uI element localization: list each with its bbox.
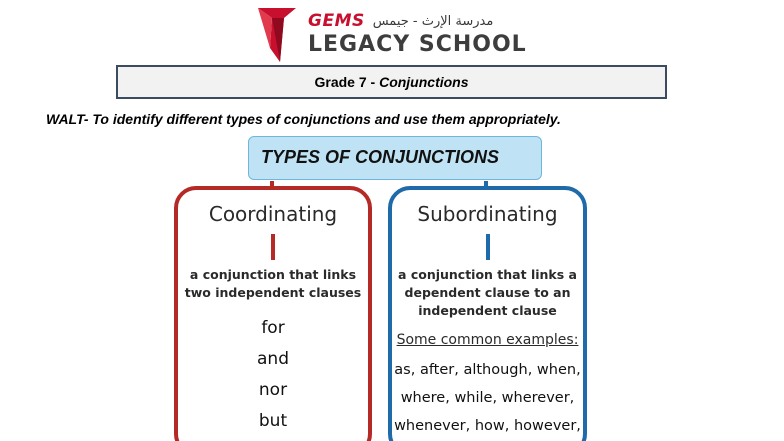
- subordinating-definition: a conjunction that links a dependent clause to an independent clause: [398, 267, 577, 318]
- types-header-box: [248, 136, 542, 180]
- coordinating-card: [174, 186, 372, 441]
- examples-line: as, after, although, when,: [394, 362, 581, 378]
- brand-gems: GEMS: [308, 11, 365, 31]
- coordinating-title: Coordinating: [208, 202, 338, 226]
- subordinating-divider: [486, 234, 490, 260]
- school-name: LEGACY SCHOOL: [308, 32, 527, 57]
- coordinating-word: for: [261, 318, 285, 338]
- coordinating-word: but: [258, 411, 288, 431]
- coordinating-divider: [271, 234, 275, 260]
- types-header-text: TYPES OF CONJUNCTIONS: [261, 147, 500, 167]
- gems-emblem-icon: [254, 4, 300, 66]
- coordinating-word: nor: [258, 380, 288, 400]
- topic-label: Conjunctions: [379, 74, 469, 90]
- school-logo: [254, 4, 527, 66]
- coordinating-word: and: [257, 349, 289, 369]
- lesson-title-bar: [116, 65, 667, 99]
- subordinating-title: Subordinating: [417, 202, 558, 226]
- coordinating-definition: a conjunction that links two independent clauses: [184, 267, 362, 300]
- examples-line: whenever, how, however,: [394, 418, 581, 434]
- examples-line: where, while, wherever,: [400, 390, 575, 406]
- examples-heading: Some common examples:: [396, 332, 579, 348]
- grade-label: Grade 7 -: [314, 74, 380, 90]
- walt-objective: WALT- To identify different types of conjunctions and use them appropriately.: [46, 111, 561, 127]
- brand-arabic: مدرسة الإرث - جيمس: [372, 13, 494, 29]
- subordinating-card: [388, 186, 587, 441]
